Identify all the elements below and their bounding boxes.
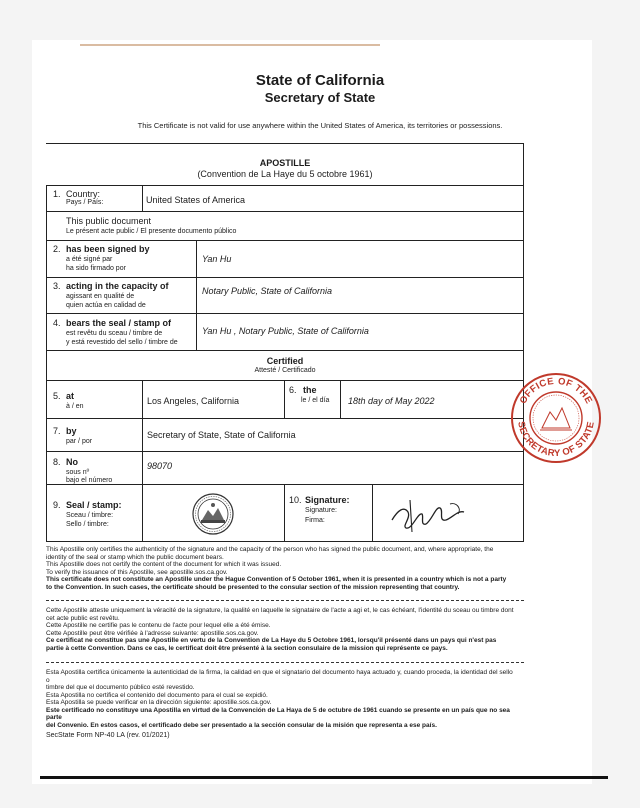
capacity-value: Notary Public, State of California (202, 286, 333, 296)
divider (372, 484, 373, 541)
divider (46, 418, 524, 419)
no-label: No (66, 457, 78, 467)
footer-fr-line: Cette Apostille peut être vérifiée à l'adresse suivante: apostille.sos.ca.gov. (46, 629, 259, 637)
svg-text:OFFICE OF THE (518, 376, 595, 406)
the-label: the (303, 385, 317, 395)
top-edge-mark (80, 44, 380, 46)
public-doc-sub: Le présent acte public / El presente documento público (66, 228, 237, 235)
divider (46, 277, 524, 278)
at-label: at (66, 391, 75, 401)
no-num: 8. (53, 457, 61, 467)
by-value: Secretary of State, State of California (147, 430, 296, 440)
footer-es-line: Esta Apostilla se puede verificar en la dirección siguiente: apostille.sos.ca.gov. (46, 699, 272, 706)
form-id: SecState Form NP-40 LA (rev. 01/2021) (46, 732, 170, 739)
signed-by-sub1: a été signé par (66, 256, 113, 263)
signed-by-label: has been signed by (66, 244, 150, 254)
footer-en-line: To verify the issuance of this Apostille, see apostille.sos.ca.gov. (46, 568, 228, 576)
divider (284, 484, 285, 541)
country-num: 1. (53, 189, 61, 199)
svg-text:SECRETARY OF STATE (515, 421, 597, 460)
seal-sub2: Sello / timbre: (66, 521, 109, 528)
secretary-of-state-stamp-icon (508, 370, 604, 466)
footer-divider (46, 662, 524, 663)
seal-of-sub2: y está revestido del sello / timbre de (66, 339, 178, 346)
apostille-title: APOSTILLE (259, 158, 311, 168)
footer-en-line: This Apostille only certifies the authenticity of the signature and the capacity of the person who has signed the public document, and, where appropriate, the (46, 546, 494, 553)
divider (46, 541, 524, 542)
divider (284, 380, 285, 418)
divider (46, 211, 524, 212)
footer-en-line: This certificate does not constitute an Apostille under the Hague Convention of 5 October 1961, when it is presented in a country which is not a party (46, 576, 507, 583)
signed-by-sub2: ha sido firmado por (66, 265, 126, 272)
by-sub: par / por (66, 438, 93, 445)
divider (523, 143, 524, 541)
divider (46, 350, 524, 351)
no-sub2: bajo el número (66, 477, 113, 484)
certified-label: Certified (266, 356, 304, 366)
validity-notice: This Certificate is not valid for use anywhere within the United States of America, its territories or possessions. (137, 121, 503, 130)
at-value: Los Angeles, California (147, 396, 240, 406)
footer-fr (46, 607, 516, 652)
footer-es-line: del Convenio. En estos casos, el certificado debe ser presentado a la sección consular de la misión que representa a ese país. (46, 721, 437, 729)
divider (142, 185, 143, 211)
page-title: State of California (255, 72, 385, 89)
footer-fr-line: cet acte public est revêtu. (46, 614, 120, 622)
seal-num: 9. (53, 500, 61, 510)
footer-fr-line: Ce certificat ne constitue pas une Apostille en vertu de la Convention de La Haye du 5 Octobre 1961, lorsqu'il présenté dans un pays qui n'est pas (46, 637, 497, 644)
divider (196, 240, 197, 350)
capacity-sub2: quien actúa en calidad de (66, 302, 146, 309)
signed-by-value: Yan Hu (202, 254, 232, 264)
divider (46, 240, 524, 241)
capacity-num: 3. (53, 281, 61, 291)
footer-es-line: Este certificado no constituye una Apostilla en virtud de la Convención de La Haya de 5 de octubre de 1961 cuando se presente en un país que no sea parte (46, 706, 510, 721)
footer-en (46, 546, 516, 591)
footer-divider (46, 600, 524, 601)
seal-sub1: Sceau / timbre: (66, 512, 114, 519)
divider (46, 143, 524, 144)
capacity-label: acting in the capacity of (66, 281, 169, 291)
seal-label: Seal / stamp: (66, 500, 122, 510)
the-sub: le / el día (301, 397, 330, 404)
signature-label: Signature: (305, 495, 350, 505)
at-sub: à / en (66, 403, 84, 410)
footer-fr-line: Cette Apostille atteste uniquement la véracité de la signature, la qualité en laquelle le signataire de l'acte a agi et, le cas échéant, l'identité du sceau ou timbre dont (46, 607, 514, 614)
seal-of-value: Yan Hu , Notary Public, State of California (202, 326, 369, 336)
country-value: United States of America (146, 195, 246, 205)
signature-num: 10. (289, 495, 302, 505)
the-value: 18th day of May 2022 (348, 396, 435, 406)
by-num: 7. (53, 426, 61, 436)
divider (340, 380, 341, 418)
footer-en-line: to the Convention. In such cases, the certificate should be presented to the consular section of the mission representing that country. (46, 583, 460, 591)
public-doc-label: This public document (66, 216, 152, 226)
footer-es (46, 669, 516, 729)
signed-by-num: 2. (53, 244, 61, 254)
divider (46, 484, 524, 485)
bottom-edge-mark (40, 776, 608, 779)
footer-es-line: Esta Apostilla no certifica el contenido del documento para el cual se expidió. (46, 691, 268, 699)
apostille-subtitle: (Convention de La Haye du 5 octobre 1961) (197, 169, 373, 179)
footer-fr-line: partie à cette Convention. Dans ce cas, le certificat doit être présenté à la section consulaire de la mission qui représente ce pays. (46, 644, 448, 652)
state-seal-icon (188, 492, 238, 536)
seal-of-num: 4. (53, 318, 61, 328)
no-sub1: sous nº (66, 469, 90, 476)
signature-sub1: Signature: (305, 507, 337, 514)
the-num: 6. (289, 385, 297, 395)
divider (46, 313, 524, 314)
signature-sub2: Firma: (305, 517, 325, 524)
divider (46, 185, 524, 186)
footer-en-line: This Apostille does not certify the content of the document for which it was issued. (46, 561, 282, 568)
footer-es-line: Esta Apostilla certifica únicamente la autenticidad de la firma, la calidad en que el signatario del documento haya actuado y, cuando proceda, la identidad del sello o (46, 669, 513, 684)
footer-en-line: identity of the seal or stamp which the public document bears. (46, 553, 224, 561)
certified-sub: Attesté / Certificado (254, 367, 316, 374)
divider (46, 451, 524, 452)
by-label: by (66, 426, 77, 436)
no-value: 98070 (147, 461, 173, 471)
capacity-sub1: agissant en qualité de (66, 293, 135, 300)
at-num: 5. (53, 391, 61, 401)
signature-icon (384, 492, 474, 536)
stamp-top-text: OFFICE OF THE (517, 375, 595, 406)
country-label: Country: (66, 189, 101, 199)
footer-fr-line: Cette Apostille ne certifie pas le contenu de l'acte pour lequel elle a été émise. (46, 622, 271, 629)
country-sub: Pays / País: (66, 199, 104, 206)
footer-es-line: timbre del que el documento público esté revestido. (46, 684, 195, 691)
divider (142, 380, 143, 541)
seal-of-label: bears the seal / stamp of (66, 318, 172, 328)
page-subtitle: Secretary of State (264, 90, 376, 105)
stamp-bottom-text: SECRETARY OF STATE (515, 420, 597, 460)
divider (46, 380, 524, 381)
seal-of-sub1: est revêtu du sceau / timbre de (66, 330, 163, 337)
